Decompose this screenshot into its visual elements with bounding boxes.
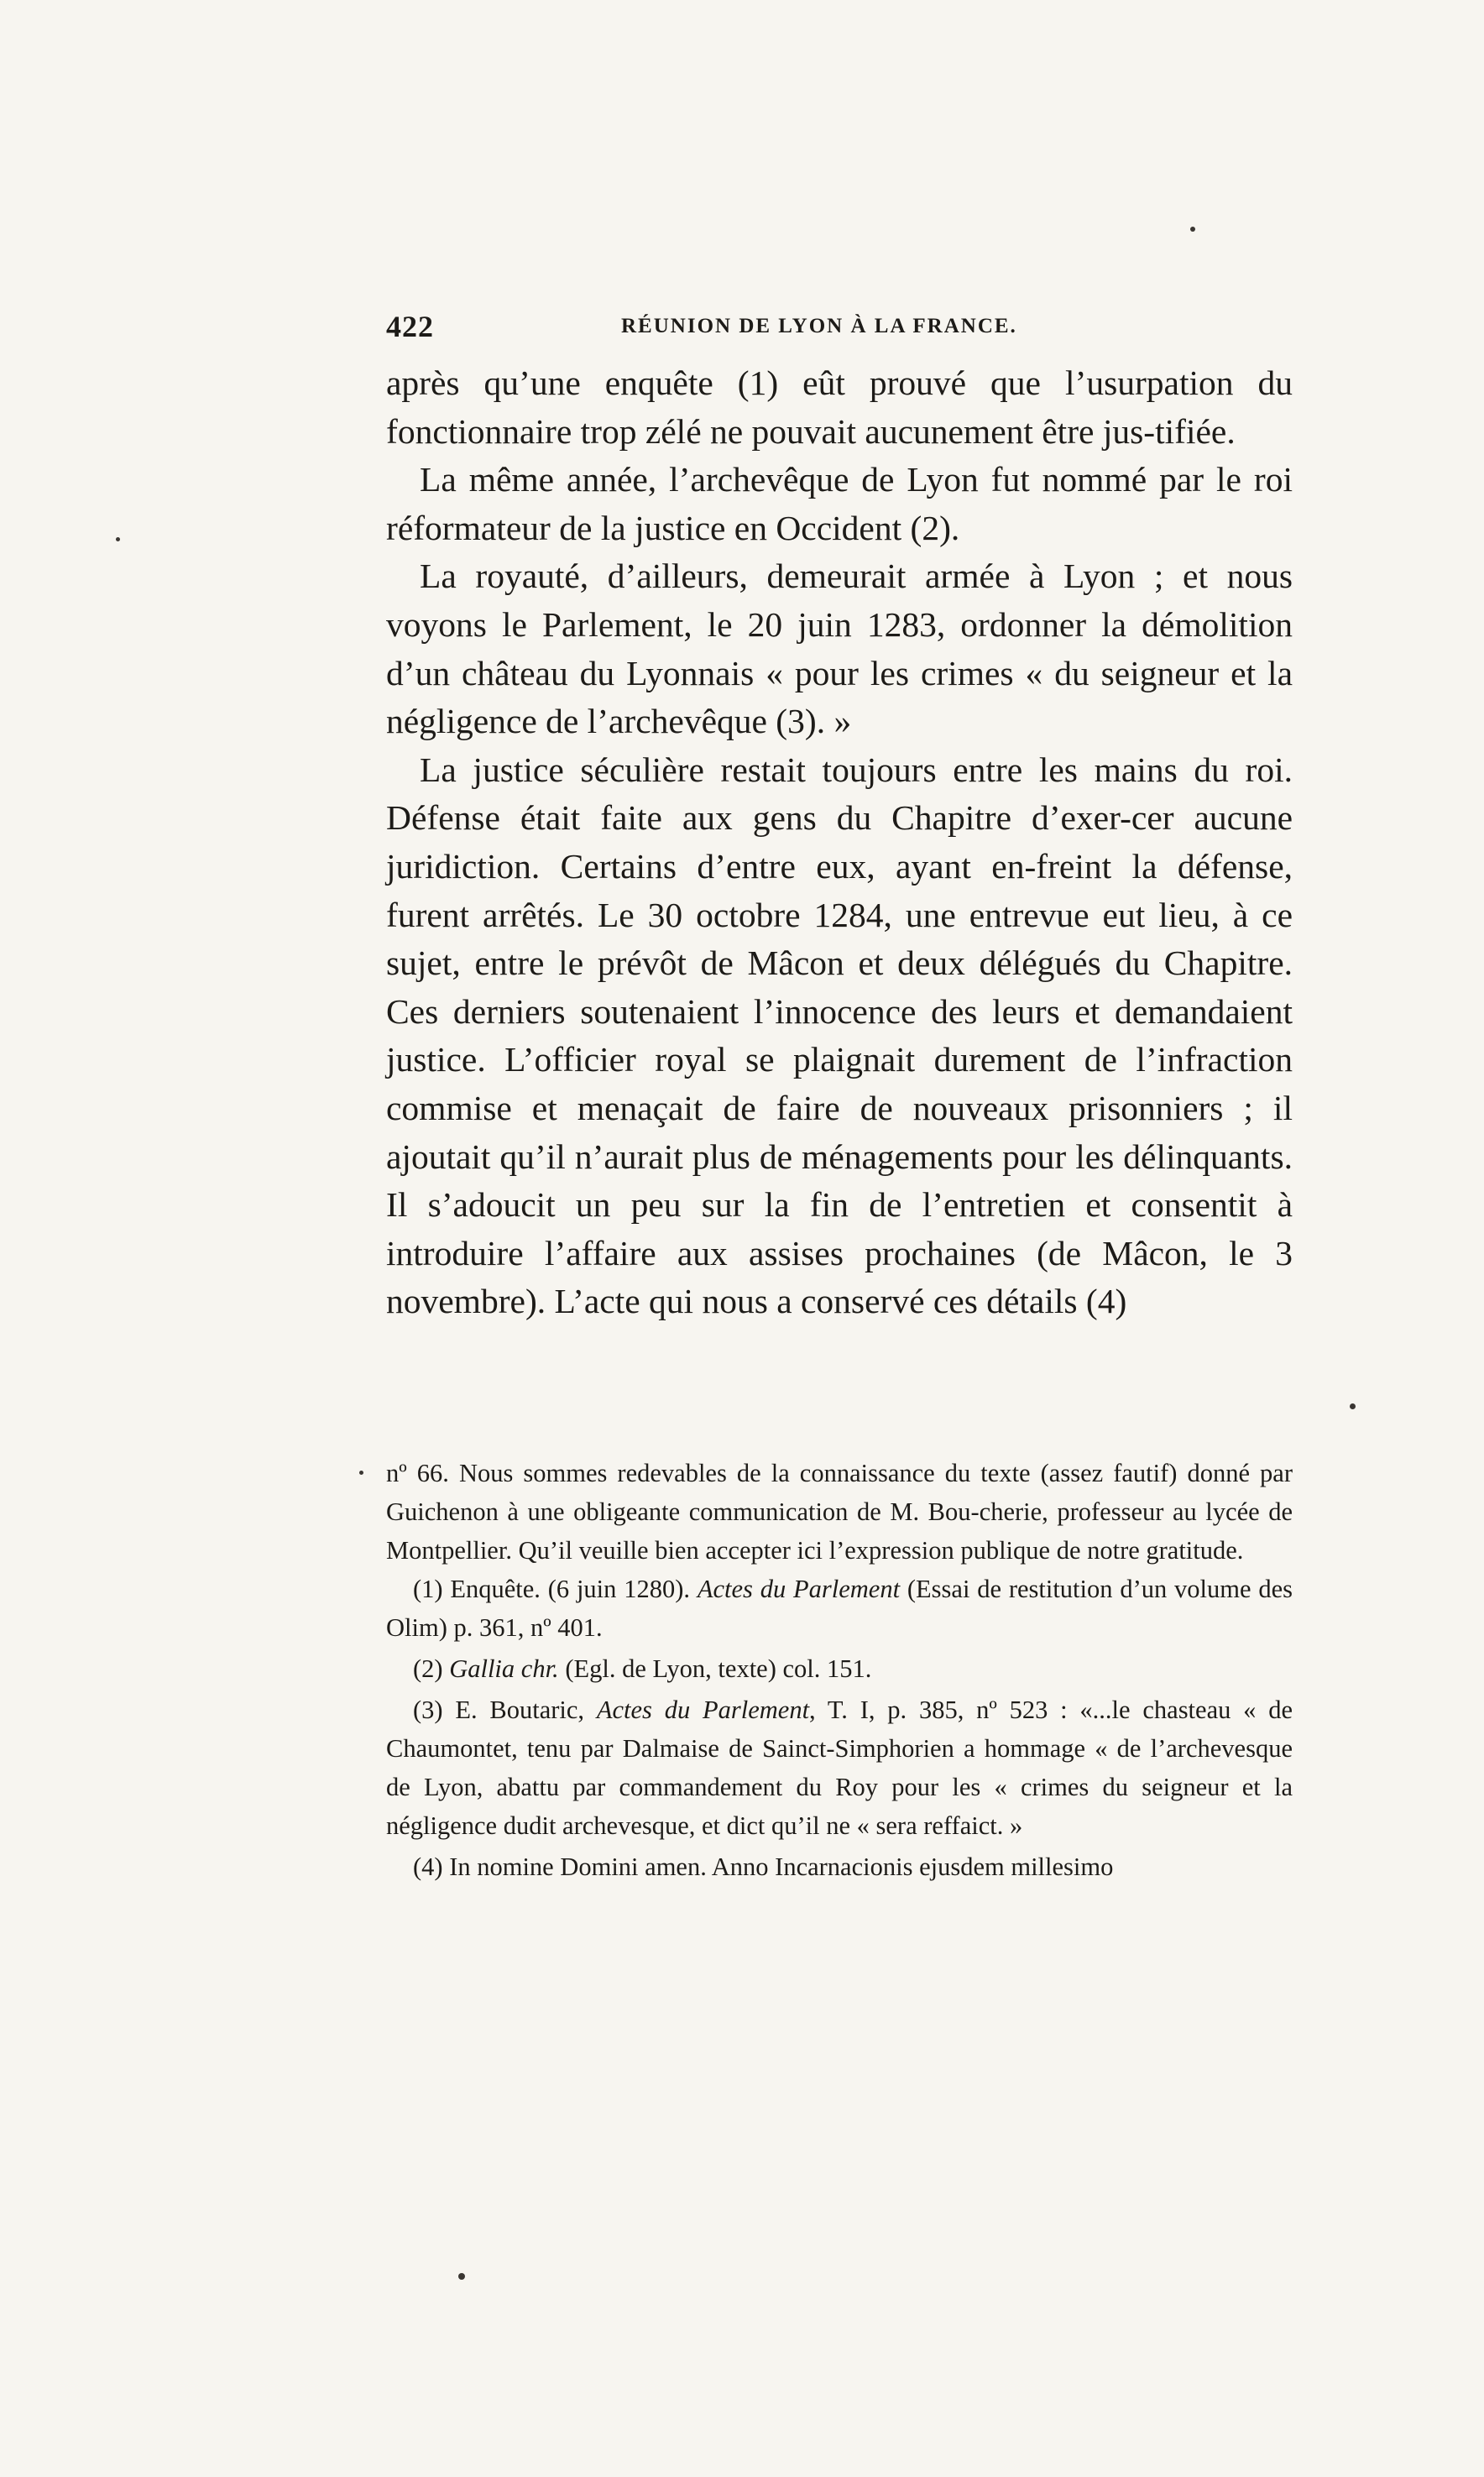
- footnote-1: [386, 1570, 1293, 1647]
- footnote-text: (1) Enquête. (6 juin 1280).: [413, 1575, 698, 1603]
- print-speck: [116, 537, 120, 541]
- footnote-text: (3) E. Boutaric,: [413, 1696, 597, 1724]
- print-speck: [1190, 227, 1195, 232]
- running-head: [386, 309, 1293, 346]
- print-speck: [359, 1471, 363, 1475]
- page-number: 422: [386, 310, 434, 343]
- footnote-continuation: nº 66. Nous sommes redevables de la connaissance du texte (assez fautif) donné par Guichenon à une obligeante communication de M. Bou-cherie, professeur au lycée de Montpellier. Qu’il veuille bien accepter ici l’expression publique de notre gratitude.: [386, 1459, 1293, 1565]
- print-speck: [1350, 1403, 1356, 1409]
- footnote-citation-title: Gallia chr.: [449, 1654, 559, 1683]
- footnote-text: (Egl. de Lyon, texte) col. 151.: [558, 1654, 872, 1683]
- footnote-3: [386, 1691, 1293, 1845]
- paragraph: La royauté, d’ailleurs, demeurait armée à Lyon ; et nous voyons le Parlement, le 20 juin 1283, ordonner la démolition d’un château du Lyonnais « pour les crimes « du seigneur et la négligence de l’archevêque (3). »: [386, 557, 1293, 741]
- print-speck: [458, 2273, 465, 2280]
- paragraph-continuation: après qu’une enquête (1) eût prouvé que l’usurpation du fonctionnaire trop zélé ne pouvait aucunement être jus-tifiée.: [386, 363, 1293, 451]
- footnote-citation-title: Actes du Parlement: [697, 1575, 901, 1603]
- footnotes: [386, 1454, 1293, 1886]
- footnote-text: (Essai de restitution d’un volume des Olim) p. 361, nº 401.: [386, 1575, 1293, 1642]
- paragraph: La justice séculière restait toujours entre les mains du roi. Défense était faite aux gens du Chapitre d’exer-cer aucune juridiction. Certains d’entre eux, ayant en-freint la défense, furent arrêtés. Le 30 octobre 1284, une entrevue eut lieu, à ce sujet, entre le prévôt de Mâcon et deux délégués du Chapitre. Ces derniers soutenaient l’innocence des leurs et demandaient justice. L’officier royal se plaignait durement de l’infraction commise et menaçait de faire de nouveaux prisonniers ; il ajoutait qu’il n’aurait plus de ménagements pour les délinquants. Il s’adoucit un peu sur la fin de l’entretien et consentit à introduire l’affaire aux assises prochaines (de Mâcon, le 3 novembre). L’acte qui nous a conservé ces détails (4): [386, 750, 1293, 1321]
- footnote-2: [386, 1649, 1293, 1688]
- main-text: [386, 359, 1293, 1326]
- running-title: RÉUNION DE LYON À LA FRANCE.: [621, 315, 1017, 337]
- footnote-4: (4) In nomine Domini amen. Anno Incarnacionis ejusdem millesimo: [413, 1853, 1114, 1881]
- footnote-text: (2): [413, 1654, 450, 1683]
- footnote-text: , T. I, p. 385, nº 523 : «...le chasteau « de Chaumontet, tenu par Dalmaise de Sainct-Simphorien a hommage « de l’archevesque de Lyon, abattu par commandement du Roy pour les « crimes du seigneur et la négligence dudit archevesque, et dict qu’il ne « sera reffaict. »: [386, 1696, 1293, 1840]
- footnote-citation-title: Actes du Parlement: [596, 1696, 810, 1724]
- paragraph: La même année, l’archevêque de Lyon fut nommé par le roi réformateur de la justice en Occident (2).: [386, 460, 1293, 547]
